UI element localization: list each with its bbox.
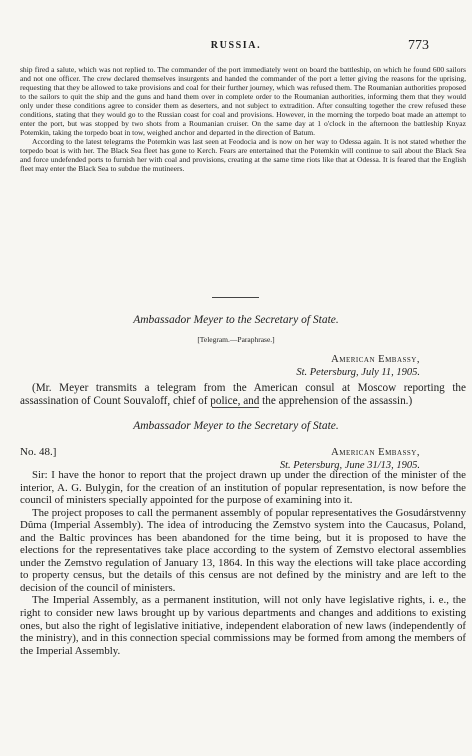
dateline-place: American Embassy,	[331, 447, 420, 458]
section-heading: Ambassador Meyer to the Secretary of State.	[133, 420, 339, 432]
dateline-place: American Embassy,	[331, 354, 420, 365]
summary-paragraph	[20, 382, 466, 408]
document-number: No. 48.]	[20, 446, 57, 458]
section-divider	[212, 297, 259, 298]
dateline-date: St. Petersburg, July 11, 1905.	[296, 367, 420, 378]
body-paragraph-2: The project proposes to call the permanent assembly of popular representatives the Gosudárstvenny Dûma (Imperial Assembly). The idea of introducing the Zemstvo system into the Caucasus, Poland, and the Baltic provinces has been abandoned for the time being, but it is proposed to have the elections for the representatives take place according to the system of Zemstvo electoral assemblies under the Zemstvo regulation of January 13, 1864. In this way the elections will take place according to property census, but the details of this census are not defined by the ministry and are left to the decision of the council of ministers.	[20, 506, 466, 594]
previous-document-tail	[20, 65, 466, 173]
section-divider	[212, 407, 259, 408]
telegram-note: [Telegram.—Paraphrase.]	[197, 335, 275, 344]
small-paragraph-2: According to the latest telegrams the Potemkin was last seen at Feodocia and is now on her way to Odessa again. It is not stated whether the torpedo boat is with her. The Black Sea fleet has gone to Kerch. Fears are entertained that the Potemkin will continue to sail about the Black Sea and force undefended ports to furnish her with coal and provisions, creating at the same time riots like that at Odessa. It is feared that the English fleet may enter the Black Sea to subdue the mutineers.	[20, 137, 466, 173]
section-heading: Ambassador Meyer to the Secretary of State.	[133, 314, 339, 326]
summary-text: (Mr. Meyer transmits a telegram from the American consul at Moscow reporting the assassination of Count Souvaloff, chief of police, and the apprehension of the assassin.)	[20, 382, 466, 407]
body-paragraph-1: Sir: I have the honor to report that the project drawn up under the direction of the minister of the interior, A. G. Bulygin, for the creation of an institution of popular representation, is now before the council of ministers specially appointed for the purpose of examining into it.	[20, 469, 466, 507]
dateline	[0, 353, 420, 379]
body-paragraph-3: The Imperial Assembly, as a permanent institution, will not only have legislative rights, i. e., the right to consider new laws brought up by various departments and changes and additions to existing ones, but also the right of legislative initiative, independent elaboration of new laws (independently of the ministry), and in this connection special commissions may be formed from among the members of the Imperial Assembly.	[20, 594, 466, 657]
small-paragraph-1: ship fired a salute, which was not replied to. The commander of the port immediately went on board the battleship, on which he found 600 sailors and not one officer. The crew declared themselves insurgents and handed the commander of the port a letter giving the reasons for the uprising, requesting that they be allowed to take provisions and coal for their further journey, which was refused them. The Roumanian authorities proposed to the sailors to quit the ship and the guns and hand them over in complete order to the Roumanian authorities, informing them that they would only under these conditions agree to consider them as deserters, and not subject to extradition. After consulting together the crew refused these conditions, stating that they would go to the Russian coast for coal and provisions. However, in the morning the torpedo boat made an attempt to enter the port, but was stopped by two shots from a Roumanian cruiser. On the same day at 1 o'clock in the afternoon the battleship Knyaz Potemkin, taking the torpedo boat in tow, weighed anchor and departed in the direction of Batum.	[20, 65, 466, 137]
running-title: RUSSIA.	[210, 40, 262, 51]
dateline-date: St. Petersburg, June 31/13, 1905.	[279, 460, 420, 471]
page-number: 773	[408, 38, 429, 53]
letter-body	[20, 469, 466, 657]
running-header	[0, 38, 472, 54]
